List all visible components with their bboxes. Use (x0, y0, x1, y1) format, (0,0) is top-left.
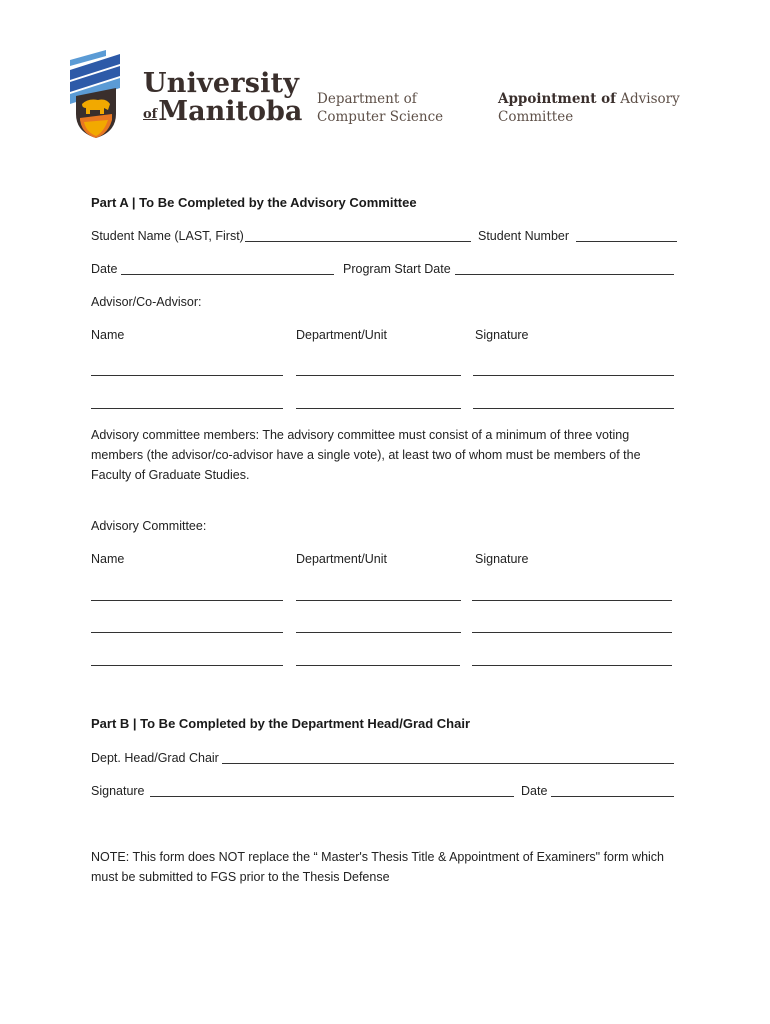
form-title (498, 90, 698, 126)
committee-1-signature-field[interactable] (472, 600, 672, 601)
student-number-label: Student Number (478, 229, 570, 243)
student-name-label: Student Name (LAST, First) (91, 229, 244, 243)
committee-col-signature: Signature (475, 552, 529, 566)
advisor-2-signature-field[interactable] (473, 408, 674, 409)
university-logo (68, 48, 303, 140)
student-name-field[interactable] (245, 241, 471, 242)
form-title-bold: Appointment of (498, 91, 616, 107)
form-title-line-1 (498, 90, 698, 108)
department-line-1: Department of (317, 91, 417, 107)
wordmark-manitoba-line (143, 98, 302, 125)
wordmark-university: University (143, 68, 300, 99)
advisor-1-department-field[interactable] (296, 375, 461, 376)
date-field[interactable] (121, 274, 334, 275)
form-title-rest: Advisory (615, 91, 680, 107)
advisor-2-name-field[interactable] (91, 408, 283, 409)
student-number-field[interactable] (576, 241, 677, 242)
advisor-1-signature-field[interactable] (473, 375, 674, 376)
crest-icon (68, 48, 130, 140)
program-start-field[interactable] (455, 274, 674, 275)
committee-3-department-field[interactable] (296, 665, 460, 666)
university-wordmark (143, 70, 302, 125)
advisor-1-name-field[interactable] (91, 375, 283, 376)
advisor-label: Advisor/Co-Advisor: (91, 295, 202, 309)
wordmark-manitoba: Manitoba (158, 96, 303, 127)
form-title-line-2: Committee (498, 109, 574, 125)
department-line-2: Computer Science (317, 109, 444, 125)
committee-col-name: Name (91, 552, 125, 566)
dept-head-label: Dept. Head/Grad Chair (91, 751, 219, 765)
signature-label: Signature (91, 784, 145, 798)
note-paragraph: NOTE: This form does NOT replace the “ Master's Thesis Title & Appointment of Examiners" form which must be submitted to FGS prior to the Thesis Defense (91, 850, 665, 884)
advisor-col-signature: Signature (475, 328, 529, 342)
dept-head-signature-field[interactable] (150, 796, 514, 797)
dept-head-field[interactable] (222, 763, 674, 764)
advisor-col-name: Name (91, 328, 125, 342)
committee-label: Advisory Committee: (91, 519, 207, 533)
committee-3-signature-field[interactable] (472, 665, 672, 666)
committee-3-name-field[interactable] (91, 665, 283, 666)
committee-1-name-field[interactable] (91, 600, 283, 601)
committee-2-name-field[interactable] (91, 632, 283, 633)
part-b-heading: Part B | To Be Completed by the Department Head/Grad Chair (91, 716, 471, 731)
committee-col-department: Department/Unit (296, 552, 388, 566)
date-label: Date (91, 262, 118, 276)
wordmark-of: of (143, 107, 158, 122)
committee-2-department-field[interactable] (296, 632, 461, 633)
part-b-date-label: Date (521, 784, 548, 798)
advisor-2-department-field[interactable] (296, 408, 461, 409)
part-b-date-field[interactable] (551, 796, 674, 797)
committee-requirements-paragraph: Advisory committee members: The advisory committee must consist of a minimum of three voting members (the advisor/co-advisor have a single vote), at least two of whom must be members of the Faculty of Graduate Studies. (91, 428, 641, 482)
program-start-label: Program Start Date (343, 262, 451, 276)
department-name (317, 90, 443, 126)
part-a-heading: Part A | To Be Completed by the Advisory Committee (91, 195, 417, 210)
committee-2-signature-field[interactable] (472, 632, 672, 633)
advisor-col-department: Department/Unit (296, 328, 388, 342)
committee-1-department-field[interactable] (296, 600, 461, 601)
